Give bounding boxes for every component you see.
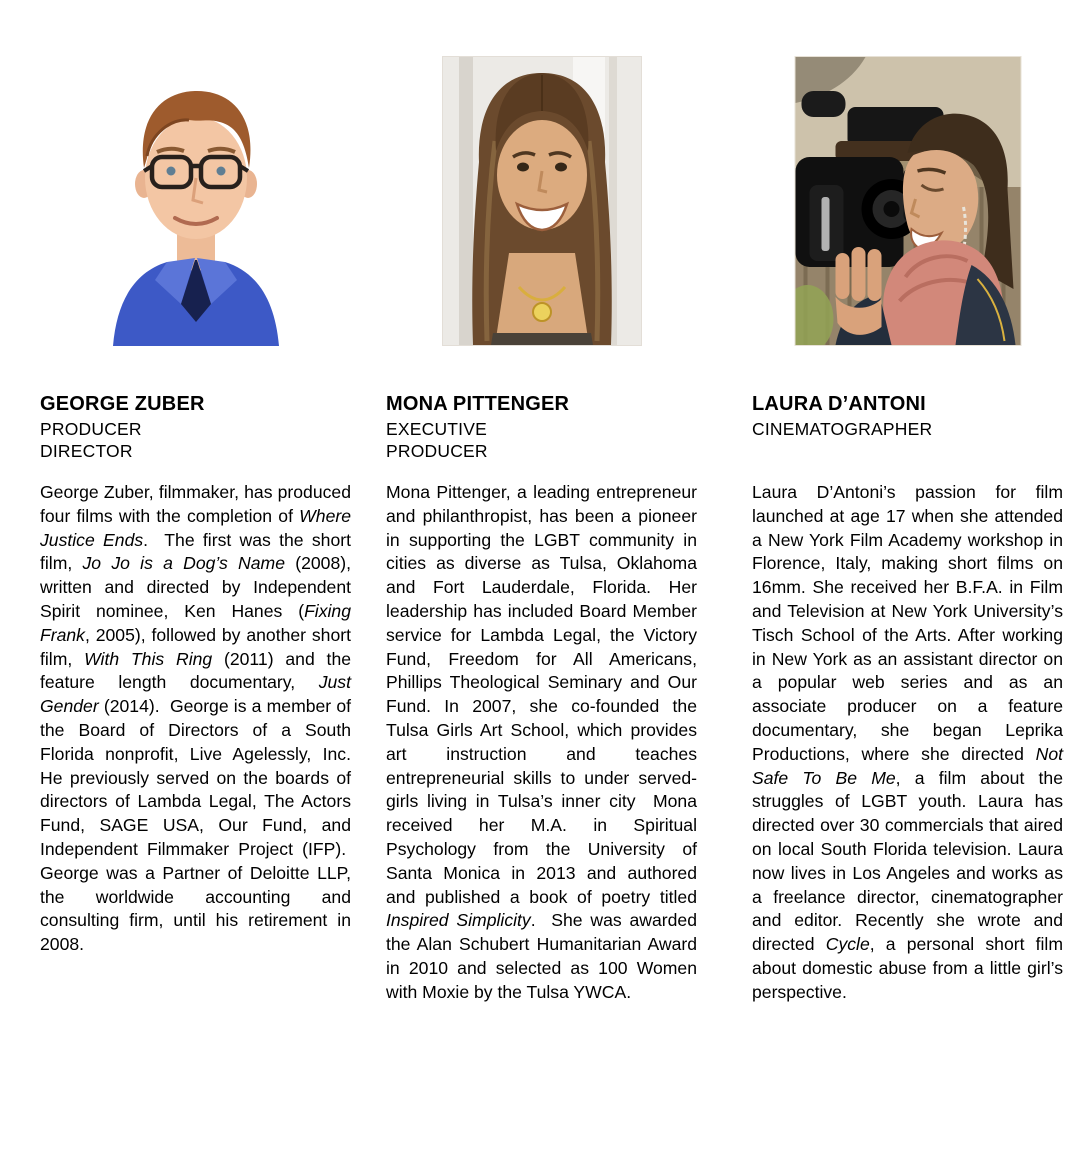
portrait-mona-illustration: [443, 57, 641, 345]
portrait-laura-dantoni: [794, 56, 1021, 346]
person-name: MONA PITTENGER: [386, 393, 570, 415]
person-titles: [386, 418, 488, 462]
person-bio: Mona Pittenger, a leading entrepreneur and philanthropist, has been a pioneer in supporting the LGBT community in cities as diverse as Tulsa, Oklahoma and Fort Lauderdale, Florida. Her leadership has included Board Member service for Lambda Legal, the Victory Fund, Freedom for All Americans, Phillips Theological Seminary and Our Fund. In 2007, she co-founded the Tulsa Girls Art School, which provides art instruction and teaches entrepreneurial skills to under served-girls living in Tulsa’s inner city Mona received her M.A. in Spiritual Psychology from the University of Santa Monica in 2013 and authored and published a book of poetry titled Inspired Simplicity. She was awarded the Alan Schubert Humanitarian Award in 2010 and selected as 100 Women with Moxie by the Tulsa YWCA.: [386, 482, 697, 1002]
person-titles: [752, 418, 932, 440]
person-title: DIRECTOR: [40, 441, 133, 461]
person-column-mona: [386, 0, 697, 1156]
person-bio: George Zuber, filmmaker, has produced four films with the completion of Where Justice Ends. The first was the short film, Jo Jo is a Dog’s Name (2008), written and directed by Independent Spirit nominee, Ken Hanes (Fixing Frank, 2005), followed by another short film, With This Ring (2011) and the feature length documentary, Just Gender (2014). George is a member of the Board of Directors of a South Florida nonprofit, Live Agelessly, Inc. He previously served on the boards of directors of Lambda Legal, The Actors Fund, SAGE USA, Our Fund, and Independent Filmmaker Project (IFP). George was a Partner of Deloitte LLP, the worldwide accounting and consulting firm, until his retirement in 2008.: [40, 482, 352, 955]
portrait-george-zuber: [91, 56, 301, 346]
person-titles: [40, 418, 142, 462]
person-title: EXECUTIVE: [386, 419, 487, 439]
person-title: PRODUCER: [40, 419, 142, 439]
person-name: LAURA D’ANTONI: [752, 393, 926, 415]
person-column-laura: [752, 0, 1063, 1156]
portrait-laura-illustration: [795, 57, 1020, 345]
person-name: GEORGE ZUBER: [40, 393, 205, 415]
person-column-george: [40, 0, 351, 1156]
person-bio: Laura D’Antoni’s passion for film launched at age 17 when she attended a New York Film Academy workshop in Florence, Italy, making short films on 16mm. She received her B.F.A. in Film and Television at New York University’s Tisch School of the Arts. After working in New York as an assistant director on a popular web series and as an associate producer on a feature documentary, she began Leprika Productions, where she directed Not Safe To Be Me, a film about the struggles of LGBT youth. Laura has directed over 30 commercials that aired on local South Florida television. Laura now lives in Los Angeles and works as a freelance director, cinematographer and editor. Recently she wrote and directed Cycle, a personal short film about domestic abuse from a little girl’s perspective.: [752, 482, 1063, 1002]
person-title: PRODUCER: [386, 441, 488, 461]
person-title: CINEMATOGRAPHER: [752, 419, 933, 439]
portrait-mona-pittenger: [442, 56, 642, 346]
portrait-george-illustration: [91, 56, 301, 346]
